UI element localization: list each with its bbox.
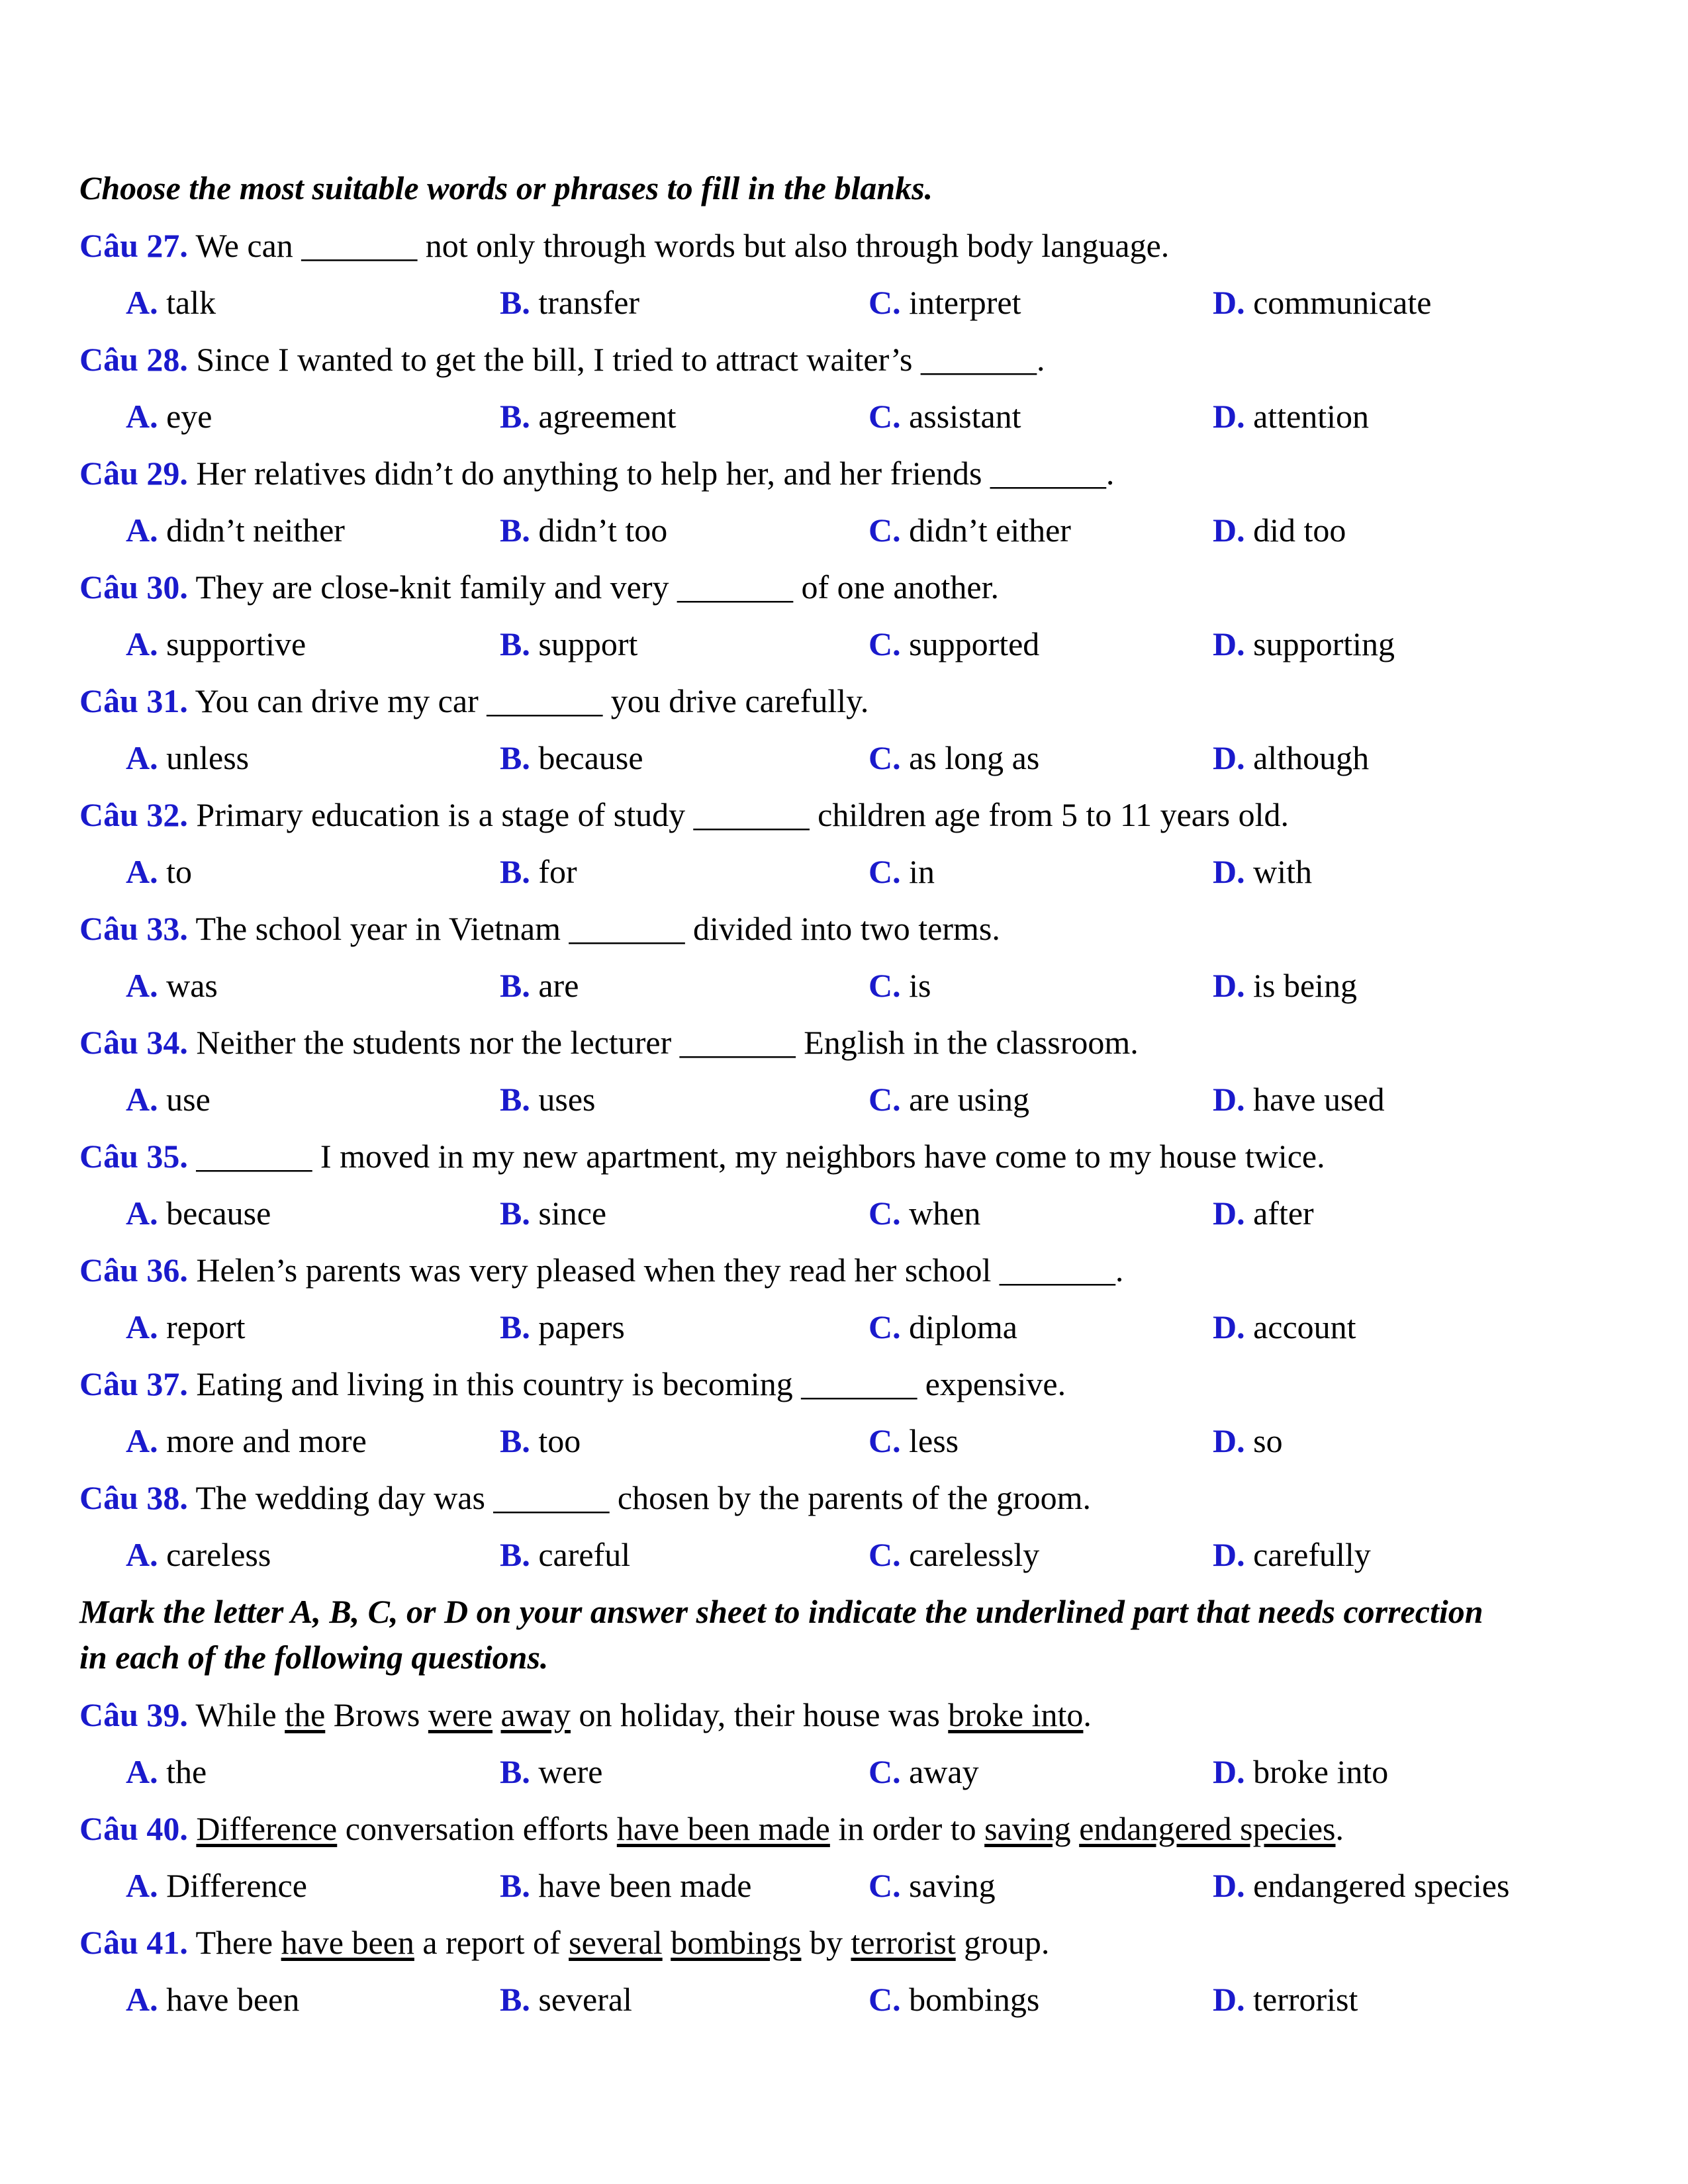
question-number: Câu 28.	[79, 341, 188, 378]
option-b[interactable]: B. careful	[500, 1536, 631, 1573]
question-number: Câu 38.	[79, 1479, 188, 1516]
question-30	[79, 568, 999, 606]
question-text: Eating and living in this country is becoming _______ expensive.	[187, 1365, 1066, 1402]
option-c[interactable]: C. carelessly	[868, 1536, 1040, 1573]
option-a[interactable]: A. to	[126, 853, 193, 890]
option-d[interactable]: D. have used	[1213, 1081, 1385, 1118]
option-c[interactable]: C. bombings	[868, 1981, 1040, 2018]
section2-instruction-line1: Mark the letter A, B, C, or D on your answer sheet to indicate the underlined part that needs correction	[79, 1593, 1483, 1630]
question-number: Câu 35.	[79, 1138, 188, 1175]
options-35	[0, 1194, 1688, 1232]
options-41	[0, 1980, 1688, 2019]
option-d[interactable]: D. so	[1213, 1422, 1283, 1459]
options-40	[0, 1866, 1688, 1905]
question-35	[79, 1137, 1325, 1175]
underlined-part: have been	[281, 1924, 414, 1961]
option-b[interactable]: B. transfer	[500, 284, 640, 321]
option-a[interactable]: A. supportive	[126, 625, 306, 662]
option-c[interactable]: C. away	[868, 1753, 979, 1790]
option-b[interactable]: B. were	[500, 1753, 603, 1790]
option-d[interactable]: D. did too	[1213, 512, 1346, 549]
options-29	[0, 511, 1688, 549]
option-b[interactable]: B. for	[500, 853, 577, 890]
option-d[interactable]: D. endangered species	[1213, 1867, 1510, 1904]
options-28	[0, 397, 1688, 435]
option-c[interactable]: C. diploma	[868, 1308, 1017, 1345]
option-a[interactable]: A. use	[126, 1081, 211, 1118]
underlined-part: terrorist	[851, 1924, 956, 1961]
options-34	[0, 1080, 1688, 1118]
question-number: Câu 31.	[79, 682, 188, 719]
option-b[interactable]: B. too	[500, 1422, 581, 1459]
question-27	[79, 226, 1169, 265]
option-b[interactable]: B. agreement	[500, 398, 677, 435]
option-b[interactable]: B. because	[500, 739, 643, 776]
underlined-part: the	[285, 1696, 326, 1733]
question-33	[79, 909, 1000, 948]
question-text: _______ I moved in my new apartment, my neighbors have come to my house twice.	[187, 1138, 1325, 1175]
options-31	[0, 739, 1688, 777]
question-32	[79, 796, 1289, 834]
question-text: The wedding day was _______ chosen by the parents of the groom.	[187, 1479, 1091, 1516]
option-b[interactable]: B. didn’t too	[500, 512, 668, 549]
question-number: Câu 33.	[79, 910, 188, 947]
question-text: Since I wanted to get the bill, I tried to attract waiter’s _______.	[187, 341, 1045, 378]
option-c[interactable]: C. interpret	[868, 284, 1021, 321]
option-a[interactable]: A. Difference	[126, 1867, 307, 1904]
option-d[interactable]: D. communicate	[1213, 284, 1432, 321]
option-b[interactable]: B. have been made	[500, 1867, 752, 1904]
question-40: Câu 40. Difference conversation efforts have been made in order to saving endangered species.	[79, 1810, 1344, 1847]
option-d[interactable]: D. although	[1213, 739, 1370, 776]
option-b[interactable]: B. are	[500, 967, 579, 1004]
question-number: Câu 37.	[79, 1365, 188, 1402]
option-d[interactable]: D. after	[1213, 1195, 1314, 1232]
question-text: Her relatives didn’t do anything to help her, and her friends _______.	[187, 455, 1115, 492]
option-c[interactable]: C. supported	[868, 625, 1040, 662]
option-a[interactable]: A. eye	[126, 398, 212, 435]
question-37	[79, 1365, 1066, 1403]
option-c[interactable]: C. as long as	[868, 739, 1040, 776]
option-c[interactable]: C. are using	[868, 1081, 1029, 1118]
option-b[interactable]: B. papers	[500, 1308, 625, 1345]
question-text: Primary education is a stage of study _______ children age from 5 to 11 years old.	[187, 796, 1289, 833]
question-39: Câu 39. While the Brows were away on holiday, their house was broke into.	[79, 1696, 1092, 1733]
question-38	[79, 1479, 1091, 1517]
options-38	[0, 1535, 1688, 1574]
option-d[interactable]: D. carefully	[1213, 1536, 1371, 1573]
option-b[interactable]: B. support	[500, 625, 638, 662]
options-33	[0, 966, 1688, 1005]
question-text: Neither the students nor the lecturer _______ English in the classroom.	[187, 1024, 1139, 1061]
option-a[interactable]: A. more and more	[126, 1422, 367, 1459]
underlined-part: bombings	[671, 1924, 802, 1961]
options-27	[0, 283, 1688, 322]
underlined-part: saving	[984, 1810, 1071, 1847]
section2-instruction-line2: in each of the following questions.	[79, 1639, 549, 1676]
question-text: They are close-knit family and very _______ of one another.	[187, 569, 1000, 606]
option-a[interactable]: A. the	[126, 1753, 207, 1790]
question-29	[79, 454, 1114, 492]
question-34	[79, 1023, 1139, 1062]
option-d[interactable]: D. supporting	[1213, 625, 1395, 662]
question-number: Câu 41.	[79, 1924, 188, 1961]
option-d[interactable]: D. broke into	[1213, 1753, 1389, 1790]
question-28	[79, 340, 1045, 379]
option-d[interactable]: D. terrorist	[1213, 1981, 1358, 2018]
question-number: Câu 32.	[79, 796, 188, 833]
option-c[interactable]: C. didn’t either	[868, 512, 1071, 549]
question-36	[79, 1251, 1123, 1289]
option-d[interactable]: D. with	[1213, 853, 1313, 890]
question-text: You can drive my car _______ you drive carefully.	[187, 682, 869, 719]
question-number: Câu 39.	[79, 1696, 188, 1733]
underlined-part: have been made	[616, 1810, 830, 1847]
option-a[interactable]: A. careless	[126, 1536, 271, 1573]
question-number: Câu 27.	[79, 227, 188, 264]
question-41: Câu 41. There have been a report of several bombings by terrorist group.	[79, 1924, 1050, 1961]
option-a[interactable]: A. because	[126, 1195, 271, 1232]
question-text: We can _______ not only through words but also through body language.	[187, 227, 1170, 264]
option-a[interactable]: A. talk	[126, 284, 216, 321]
option-c[interactable]: C. saving	[868, 1867, 996, 1904]
option-c[interactable]: C. when	[868, 1195, 981, 1232]
option-a[interactable]: A. unless	[126, 739, 250, 776]
question-31	[79, 682, 868, 720]
options-30	[0, 625, 1688, 663]
option-c[interactable]: C. assistant	[868, 398, 1021, 435]
option-d[interactable]: D. is being	[1213, 967, 1358, 1004]
option-c[interactable]: C. less	[868, 1422, 959, 1459]
option-a[interactable]: A. didn’t neither	[126, 512, 345, 549]
option-d[interactable]: D. account	[1213, 1308, 1356, 1345]
option-a[interactable]: A. was	[126, 967, 218, 1004]
options-36	[0, 1308, 1688, 1346]
option-c[interactable]: C. is	[868, 967, 931, 1004]
option-b[interactable]: B. uses	[500, 1081, 596, 1118]
underlined-part: endangered species	[1079, 1810, 1336, 1847]
section1-instruction: Choose the most suitable words or phrases to fill in the blanks.	[79, 169, 933, 206]
option-a[interactable]: A. have been	[126, 1981, 300, 2018]
underlined-part: broke into	[948, 1696, 1084, 1733]
options-39	[0, 1752, 1688, 1791]
question-number: Câu 40.	[79, 1810, 188, 1847]
question-text: Helen’s parents was very pleased when they read her school _______.	[187, 1251, 1124, 1289]
question-number: Câu 30.	[79, 569, 188, 606]
option-b[interactable]: B. several	[500, 1981, 632, 2018]
option-a[interactable]: A. report	[126, 1308, 246, 1345]
option-b[interactable]: B. since	[500, 1195, 607, 1232]
underlined-part: were	[428, 1696, 493, 1733]
question-number: Câu 36.	[79, 1251, 188, 1289]
question-number: Câu 29.	[79, 455, 188, 492]
question-number: Câu 34.	[79, 1024, 188, 1061]
underlined-part: several	[569, 1924, 663, 1961]
option-d[interactable]: D. attention	[1213, 398, 1370, 435]
options-37	[0, 1422, 1688, 1460]
question-text: The school year in Vietnam _______ divided into two terms.	[187, 910, 1000, 947]
options-32	[0, 852, 1688, 891]
option-c[interactable]: C. in	[868, 853, 935, 890]
underlined-part: away	[500, 1696, 571, 1733]
underlined-part: Difference	[196, 1810, 338, 1847]
